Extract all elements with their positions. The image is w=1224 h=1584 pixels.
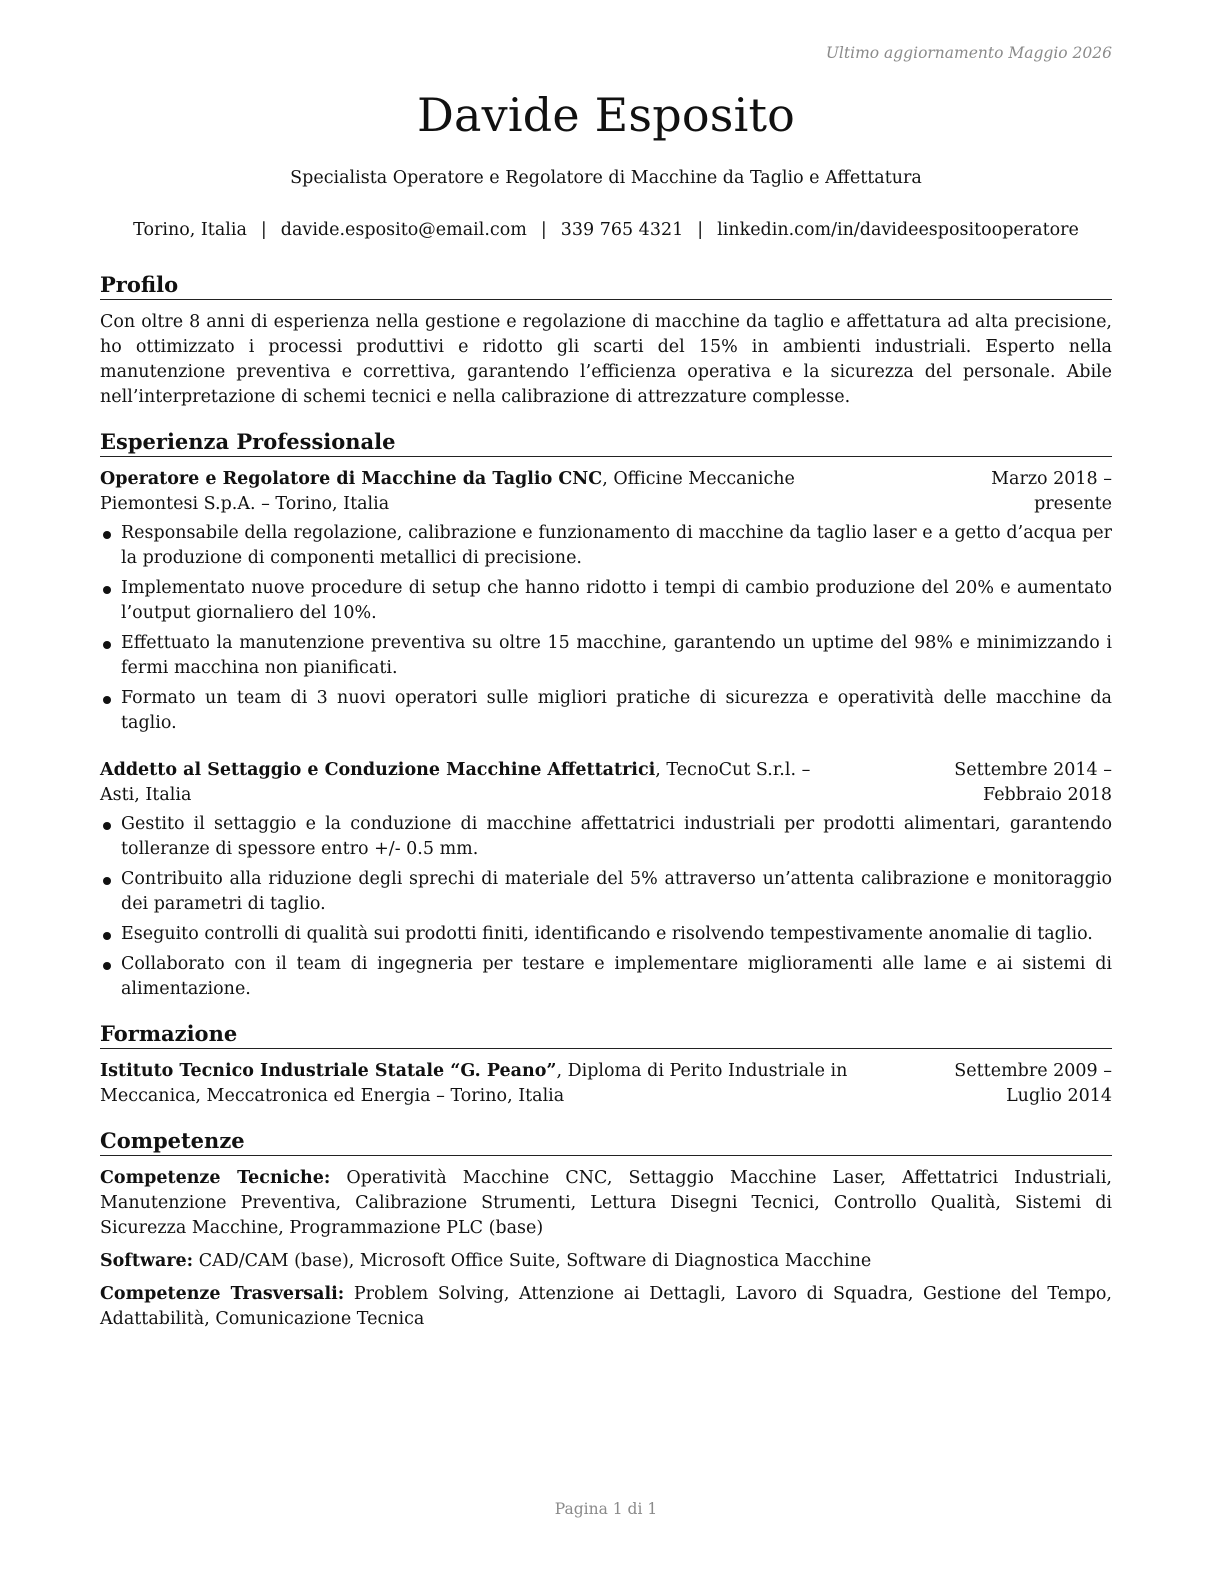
contact-separator: |	[697, 220, 704, 240]
profile-text: Con oltre 8 anni di esperienza nella gestione e regolazione di macchine da taglio e affettatura ad alta precisione, ho ottimizzato i processi produttivi e ridotto gli scarti del 15% in ambienti industriali. Esperto nella manutenzione preventiva e correttiva, garantendo l’efficienza operativa e la sicurezza del personale. Abile nell’interpretazione di schemi tecnici e nella calibrazione di attrezzature complesse.	[100, 312, 1112, 407]
contact-email[interactable]: davide.esposito@email.com	[280, 220, 527, 240]
skill-label: Competenze Trasversali:	[100, 1284, 345, 1304]
job-entry	[100, 758, 1112, 1002]
bullet-item	[100, 867, 1112, 917]
bullet-icon	[103, 586, 111, 594]
job-bullets	[100, 812, 1112, 1002]
bullet-item	[100, 521, 1112, 571]
candidate-name: Davide Esposito	[416, 88, 796, 142]
bullet-item	[100, 631, 1112, 681]
bullet-icon	[103, 962, 111, 970]
bullet-text: Gestito il settaggio e la conduzione di macchine affettatrici industriali per prodotti alimentari, garantendo tolleranze di spessore entro +/- 0.5 mm.	[121, 814, 1112, 859]
contact-phone: 339 765 4321	[560, 220, 684, 240]
job-title-line	[100, 758, 872, 808]
bullet-icon	[103, 531, 111, 539]
skill-line	[100, 1249, 1112, 1274]
last-updated: Ultimo aggiornamento Maggio 2026	[825, 44, 1112, 62]
contact-separator: |	[540, 220, 547, 240]
bullet-icon	[103, 877, 111, 885]
job-role: Operatore e Regolatore di Macchine da Taglio CNC	[100, 469, 603, 489]
contact-linkedin[interactable]: linkedin.com/in/davideespositooperatore	[717, 220, 1079, 240]
bullet-text: Implementato nuove procedure di setup che hanno ridotto i tempi di cambio produzione del 20% e aumentato l’output giornaliero del 10%.	[121, 578, 1112, 623]
bullet-item	[100, 576, 1112, 626]
section-title: Competenze	[100, 1127, 1112, 1156]
job-bullets	[100, 521, 1112, 736]
bullet-icon	[103, 641, 111, 649]
job-entry	[100, 467, 1112, 736]
section-title: Formazione	[100, 1020, 1112, 1049]
page-number: Pagina 1 di 1	[554, 1500, 658, 1518]
contact-separator: |	[260, 220, 267, 240]
job-company: , Officine Meccaniche Piemontesi S.p.A. – Torino, Italia	[100, 469, 795, 514]
skill-label: Software:	[100, 1251, 194, 1271]
job-title: Specialista Operatore e Regolatore di Macchine da Taglio e Affettatura	[290, 168, 922, 188]
skill-line	[100, 1282, 1112, 1332]
education-section	[100, 1020, 1112, 1109]
bullet-item	[100, 812, 1112, 862]
skill-text: Problem Solving, Attenzione ai Dettagli, Lavoro di Squadra, Gestione del Tempo, Adattabilità, Comunicazione Tecnica	[100, 1284, 1112, 1329]
degree-details: , Diploma di Perito Industriale in Meccanica, Meccatronica ed Energia – Torino, Italia	[100, 1061, 848, 1106]
job-company: , TecnoCut S.r.l. – Asti, Italia	[100, 760, 811, 805]
bullet-icon	[103, 932, 111, 940]
education-dates: Settembre 2009 – Luglio 2014	[954, 1061, 1112, 1106]
job-title-line	[100, 467, 912, 517]
resume-content	[100, 271, 1112, 1350]
experience-section	[100, 428, 1112, 1002]
skills-section	[100, 1127, 1112, 1332]
job-role: Addetto al Settaggio e Conduzione Macchine Affettatrici	[100, 760, 656, 780]
skill-line	[100, 1166, 1112, 1241]
bullet-text: Effettuato la manutenzione preventiva su oltre 15 macchine, garantendo un uptime del 98% e minimizzando i fermi macchina non pianificati.	[121, 633, 1112, 678]
job-header	[100, 467, 1112, 517]
profile-section	[100, 271, 1112, 410]
skill-text: Operatività Macchine CNC, Settaggio Macchine Laser, Affettatrici Industriali, Manutenzione Preventiva, Calibrazione Strumenti, Lettura Disegni Tecnici, Controllo Qualità, Sistemi di Sicurezza Macchine, Programmazione PLC (base)	[100, 1168, 1112, 1238]
bullet-item	[100, 686, 1112, 736]
bullet-icon	[103, 822, 111, 830]
bullet-text: Responsabile della regolazione, calibrazione e funzionamento di macchine da taglio laser e a getto d’acqua per la produzione di componenti metallici di precisione.	[121, 523, 1112, 568]
job-dates: Marzo 2018 – presente	[991, 469, 1112, 514]
skill-text: CAD/CAM (base), Microsoft Office Suite, Software di Diagnostica Macchine	[193, 1251, 872, 1271]
education-line	[100, 1059, 952, 1109]
contact-line	[100, 220, 1112, 240]
school-name: Istituto Tecnico Industriale Statale “G. Peano”	[100, 1061, 557, 1081]
bullet-icon	[103, 696, 111, 704]
section-title: Esperienza Professionale	[100, 428, 1112, 457]
contact-location: Torino, Italia	[133, 220, 247, 240]
bullet-item	[100, 922, 1112, 947]
section-title: Profilo	[100, 271, 1112, 300]
bullet-text: Contribuito alla riduzione degli sprechi di materiale del 5% attraverso un’attenta calibrazione e monitoraggio dei parametri di taglio.	[121, 869, 1112, 914]
skill-label: Competenze Tecniche:	[100, 1168, 331, 1188]
bullet-item	[100, 952, 1112, 1002]
bullet-text: Collaborato con il team di ingegneria per testare e implementare miglioramenti alle lame e ai sistemi di alimentazione.	[121, 954, 1112, 999]
job-header	[100, 758, 1112, 808]
bullet-text: Eseguito controlli di qualità sui prodotti finiti, identificando e risolvendo tempestivamente anomalie di taglio.	[121, 924, 1093, 944]
job-dates: Settembre 2014 – Febbraio 2018	[954, 760, 1112, 805]
education-entry	[100, 1059, 1112, 1109]
bullet-text: Formato un team di 3 nuovi operatori sulle migliori pratiche di sicurezza e operatività delle macchine da taglio.	[121, 688, 1112, 733]
